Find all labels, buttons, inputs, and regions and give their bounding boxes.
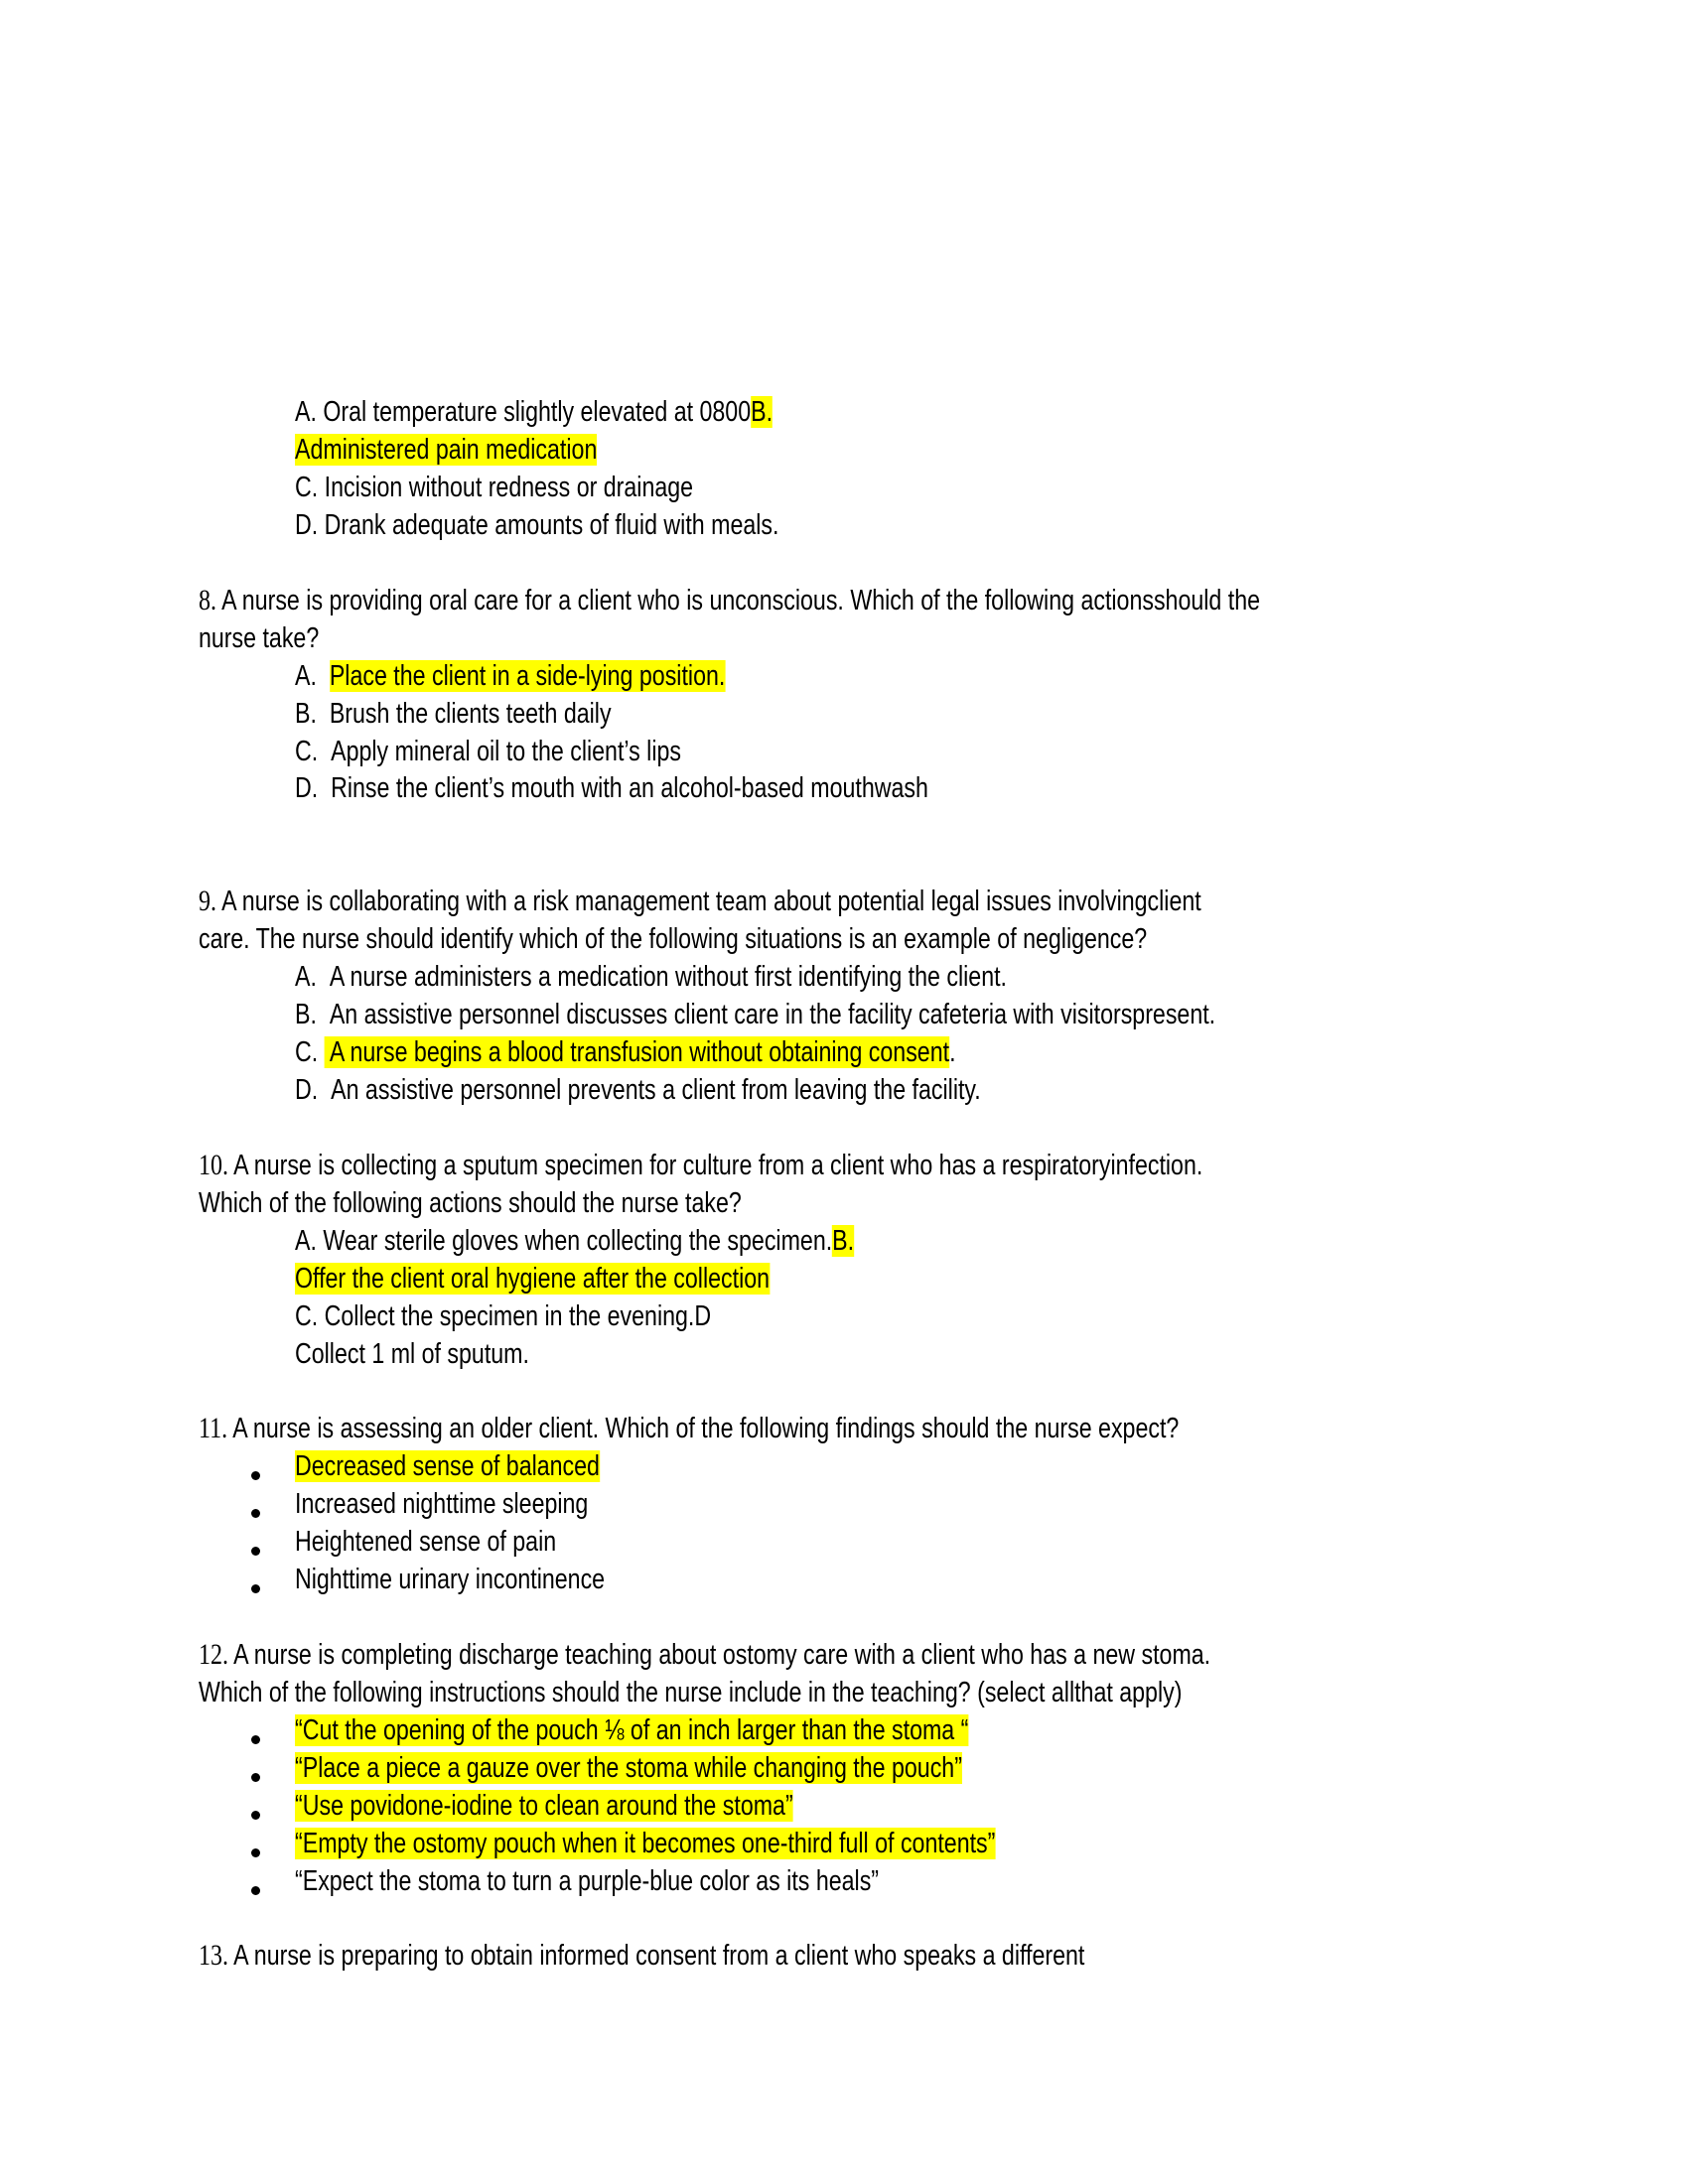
q12-option-4	[295, 1825, 995, 1862]
q12-stem-line2: Which of the following instructions should the nurse include in the teaching? (select allthat apply)	[199, 1677, 1183, 1708]
q12-stem-text1: A nurse is completing discharge teaching about ostomy care with a client who has a new stoma.	[228, 1639, 1211, 1671]
bullet-icon	[251, 1547, 260, 1556]
q13-number: 13.	[199, 1939, 228, 1972]
q10-option-c-line: C. Collect the specimen in the evening.D	[295, 1300, 712, 1332]
q7-option-b-text-highlight: Administered pain medication	[295, 434, 598, 466]
q7-option-a-line	[295, 393, 773, 431]
q11-option-1-text-highlight: Decreased sense of balanced	[295, 1450, 600, 1482]
q12-option-1	[295, 1711, 968, 1749]
q11-option-4: Nighttime urinary incontinence	[295, 1564, 606, 1595]
q9-number: 9.	[199, 885, 216, 917]
q8-option-d-text: Rinse the client’s mouth with an alcohol-based mouthwash	[331, 772, 928, 804]
q9-option-d-text: An assistive personnel prevents a client from leaving the facility.	[331, 1074, 981, 1106]
q12-option-2-text-highlight: “Place a piece a gauze over the stoma while changing the pouch”	[295, 1752, 962, 1784]
q10-option-b-text-highlight: Offer the client oral hygiene after the collection	[295, 1263, 771, 1295]
q12-number: 12.	[199, 1638, 228, 1671]
bullet-icon	[251, 1811, 260, 1820]
q9-option-a-letter: A.	[295, 961, 317, 993]
q7-option-b-letter-highlight: B.	[751, 396, 774, 428]
q11-option-1	[295, 1447, 600, 1485]
q9-option-b	[295, 996, 1215, 1033]
bullet-icon	[251, 1848, 260, 1857]
bullet-icon	[251, 1886, 260, 1895]
q9-option-c-text-highlight: A nurse begins a blood transfusion without obtaining consent	[324, 1036, 950, 1068]
q11-stem-line1	[199, 1410, 1179, 1447]
q9-stem-line2: care. The nurse should identify which of the following situations is an example of negligence?	[199, 923, 1148, 955]
q9-stem-text1: A nurse is collaborating with a risk management team about potential legal issues involvingclient	[216, 886, 1201, 917]
q9-option-b-text: An assistive personnel discusses client care in the facility cafeteria with visitorspresent.	[329, 999, 1216, 1030]
q10-option-d-line: Collect 1 ml of sputum.	[295, 1338, 529, 1370]
bullet-icon	[251, 1584, 260, 1593]
q9-option-d	[295, 1071, 981, 1109]
q12-stem-line1	[199, 1636, 1210, 1674]
q10-option-a-line	[295, 1222, 854, 1260]
q7-option-a-text: A. Oral temperature slightly elevated at 0800	[295, 396, 752, 428]
q11-number: 11.	[199, 1412, 228, 1444]
q8-option-c-text: Apply mineral oil to the client’s lips	[331, 736, 681, 767]
q13-stem-text1: A nurse is preparing to obtain informed consent from a client who speaks a different	[228, 1940, 1085, 1972]
q11-stem-text: A nurse is assessing an older client. Which of the following findings should the nurse expect?	[227, 1413, 1180, 1444]
bullet-icon	[251, 1773, 260, 1782]
bullet-icon	[251, 1509, 260, 1518]
q8-option-a	[295, 657, 725, 695]
q12-option-3	[295, 1787, 793, 1825]
q8-number: 8.	[199, 584, 216, 616]
bullet-icon	[251, 1471, 260, 1480]
q12-option-1-text-highlight: “Cut the opening of the pouch ⅛ of an inch larger than the stoma “	[295, 1714, 969, 1746]
q12-option-4-text-highlight: “Empty the ostomy pouch when it becomes one-third full of contents”	[295, 1828, 996, 1859]
q10-option-a-text: A. Wear sterile gloves when collecting the specimen.	[295, 1225, 833, 1257]
q11-option-2: Increased nighttime sleeping	[295, 1488, 589, 1520]
q10-stem-text1: A nurse is collecting a sputum specimen for culture from a client who has a respiratoryinfection.	[228, 1150, 1203, 1181]
q10-stem-line2: Which of the following actions should the nurse take?	[199, 1187, 742, 1219]
q9-option-a-text: A nurse administers a medication without first identifying the client.	[329, 961, 1007, 993]
q12-option-5: “Expect the stoma to turn a purple-blue color as its heals”	[295, 1865, 880, 1897]
q8-stem-text1: A nurse is providing oral care for a client who is unconscious. Which of the following actionsshould the	[216, 585, 1261, 616]
q8-option-b-text: Brush the clients teeth daily	[329, 698, 612, 730]
q9-option-a	[295, 958, 1007, 996]
q10-number: 10.	[199, 1149, 228, 1181]
q8-stem-line1	[199, 582, 1260, 619]
q8-option-b	[295, 695, 612, 733]
q13-stem-line1	[199, 1937, 1084, 1975]
q9-option-b-letter: B.	[295, 999, 317, 1030]
q8-option-d	[295, 769, 928, 807]
q9-option-c	[295, 1033, 956, 1071]
q8-option-d-letter: D.	[295, 772, 319, 804]
q9-option-c-trailing: .	[949, 1036, 956, 1068]
bullet-icon	[251, 1735, 260, 1744]
q9-stem-line1	[199, 883, 1201, 920]
q8-option-b-letter: B.	[295, 698, 317, 730]
q7-option-c-line: C. Incision without redness or drainage	[295, 472, 694, 503]
q9-option-c-letter: C.	[295, 1036, 319, 1068]
q10-option-b-line	[295, 1260, 770, 1297]
q9-option-d-letter: D.	[295, 1074, 319, 1106]
q12-option-3-text-highlight: “Use povidone-iodine to clean around the stoma”	[295, 1790, 793, 1822]
q10-option-b-letter-highlight: B.	[832, 1225, 855, 1257]
q8-option-c-letter: C.	[295, 736, 319, 767]
q7-option-d-line: D. Drank adequate amounts of fluid with meals.	[295, 509, 779, 541]
q8-stem-line2: nurse take?	[199, 622, 320, 654]
q8-option-a-letter: A.	[295, 660, 317, 692]
q8-option-c	[295, 733, 681, 770]
q8-option-a-text-highlight: Place the client in a side-lying position.	[329, 660, 726, 692]
q10-stem-line1	[199, 1147, 1202, 1184]
q7-option-b-line	[295, 431, 597, 469]
q12-option-2	[295, 1749, 962, 1787]
q11-option-3: Heightened sense of pain	[295, 1526, 557, 1558]
